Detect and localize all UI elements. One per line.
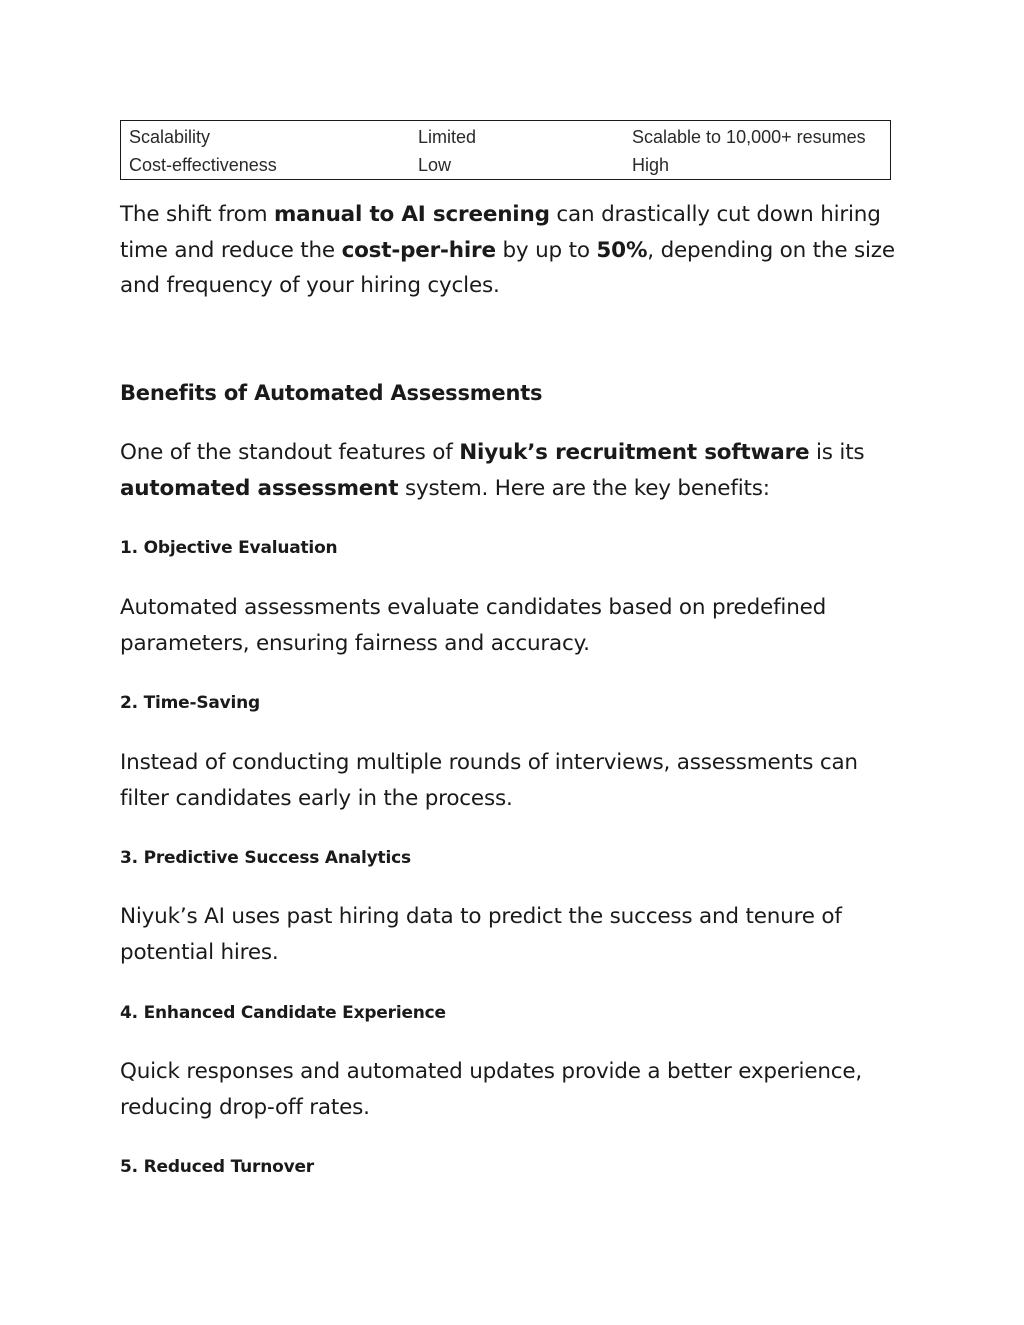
intro-text: by up to — [495, 237, 597, 263]
benefit-text: Automated assessments evaluate candidates based on predefined parameters, ensuring fairness and accuracy. — [120, 595, 827, 656]
benefit-heading: 4. Enhanced Candidate Experience — [120, 1003, 446, 1023]
intro-text: The shift from — [120, 202, 274, 227]
section-heading: Benefits of Automated Assessments — [120, 381, 543, 405]
benefit-heading: 3. Predictive Success Analytics — [120, 848, 411, 868]
table-cell-ai: High — [632, 154, 670, 175]
section-intro-text: is its — [809, 440, 865, 465]
table-cell-ai: Scalable to 10,000+ resumes — [632, 126, 866, 147]
intro-paragraph — [120, 197, 900, 304]
section-intro-emphasis: automated assessment — [120, 475, 399, 501]
benefit-text: Quick responses and automated updates provide a better experience, reducing drop-off rates. — [120, 1059, 863, 1120]
intro-emphasis: manual to AI screening — [273, 202, 550, 227]
table-row — [121, 151, 891, 180]
table-cell-metric: Scalability — [129, 126, 211, 147]
comparison-table — [120, 120, 891, 180]
section-intro-text: system. Here are the key benefits: — [398, 475, 770, 501]
intro-emphasis: 50% — [596, 237, 648, 263]
table-cell-manual: Low — [418, 154, 452, 175]
section-intro-emphasis: Niyuk’s recruitment software — [459, 440, 810, 465]
intro-text: can drastically cut down hiring time and reduce the — [120, 202, 881, 263]
benefit-heading: 1. Objective Evaluation — [120, 538, 338, 558]
table-cell-metric: Cost-effectiveness — [129, 154, 277, 175]
intro-emphasis: cost-per-hire — [341, 237, 496, 263]
section-intro-text: One of the standout features of — [120, 440, 460, 465]
benefit-text: Instead of conducting multiple rounds of interviews, assessments can filter candidates early in the process. — [120, 750, 858, 811]
benefit-text: Niyuk’s AI uses past hiring data to predict the success and tenure of potential hires. — [120, 904, 842, 965]
intro-text: , depending on the size and frequency of your hiring cycles. — [120, 237, 895, 298]
table-row — [121, 121, 891, 152]
section-intro-paragraph — [120, 435, 900, 506]
table-cell-manual: Limited — [418, 126, 477, 147]
benefit-heading: 5. Reduced Turnover — [120, 1157, 314, 1177]
benefit-heading: 2. Time-Saving — [120, 693, 261, 713]
